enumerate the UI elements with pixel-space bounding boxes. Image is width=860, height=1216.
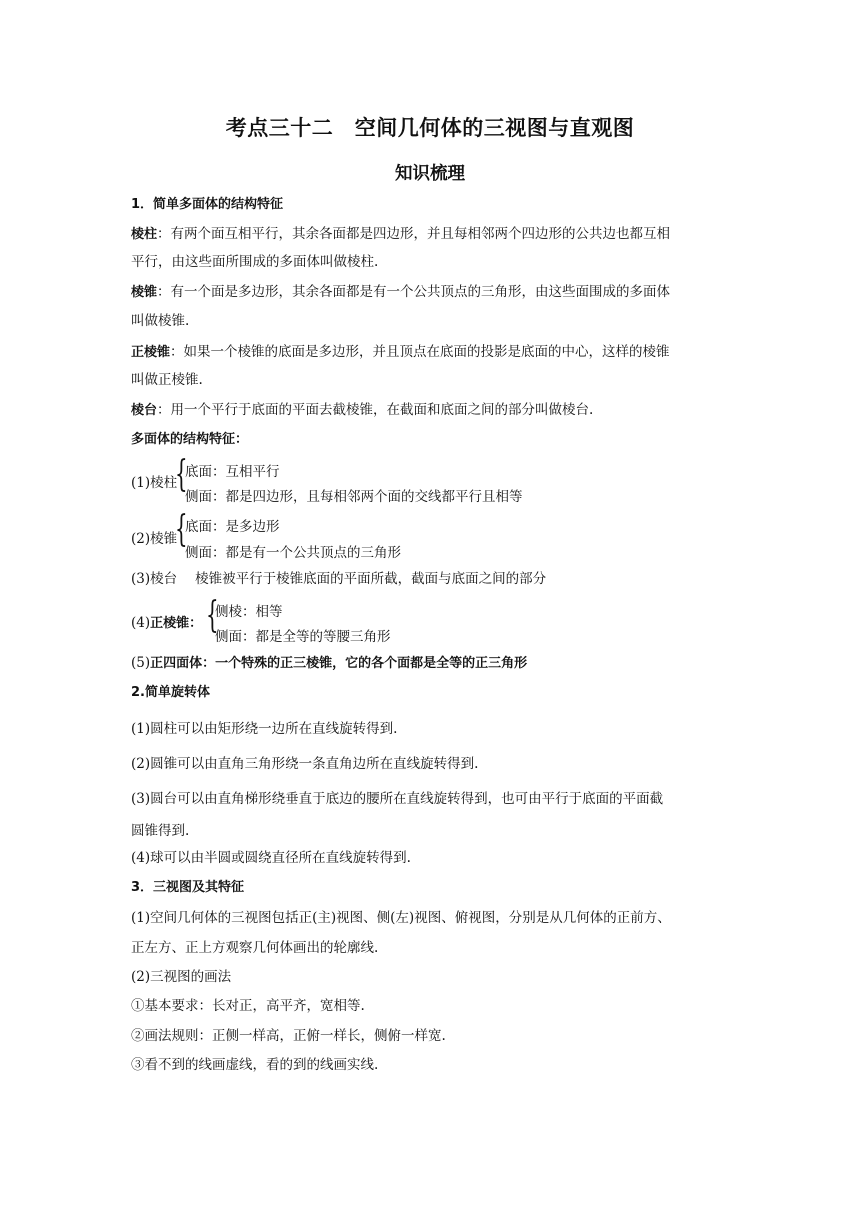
section-3-heading: 3．三视图及其特征 (131, 880, 245, 895)
views-line-5: ③看不到的线画虚线，看的到的线画实线. (131, 1057, 379, 1073)
regular-pyramid-text: ：如果一个棱锥的底面是多边形，并且顶点在底面的投影是底面的中心，这样的棱锥 (170, 344, 670, 360)
pyramid-term: 棱锥 (131, 285, 158, 300)
feature-prism-label: (1)棱柱 (131, 475, 178, 491)
feature-regular-pyramid-num: (4) (131, 615, 151, 631)
brace-icon: { (175, 454, 188, 495)
feature-frustum-text: 棱锥被平行于棱锥底面的平面所截，截面与底面之间的部分 (195, 571, 547, 587)
feature-frustum-label: (3)棱台 (131, 571, 178, 587)
frustum-term: 棱台 (131, 403, 158, 418)
feature-prism-base: 底面：互相平行 (185, 464, 280, 480)
views-line-1a: (1)空间几何体的三视图包括正(主)视图、侧(左)视图、俯视图，分别是从几何体的正前方、 (131, 910, 671, 926)
regular-pyramid-term: 正棱锥 (131, 345, 171, 360)
section-subtitle: 知识梳理 (395, 164, 465, 184)
feature-pyramid-label: (2)棱锥 (131, 531, 178, 547)
regular-pyramid-line-2: 叫做正棱锥. (131, 372, 203, 388)
views-line-4: ②画法规则：正侧一样高，正俯一样长，侧俯一样宽. (131, 1028, 446, 1044)
rotation-frustum-line-2: 圆锥得到. (131, 823, 190, 839)
pyramid-text: ：有一个面是多边形，其余各面都是有一个公共顶点的三角形，由这些面围成的多面体 (157, 284, 671, 300)
section-2-heading: 2.简单旋转体 (131, 685, 210, 700)
feature-prism-side: 侧面：都是四边形，且每相邻两个面的交线都平行且相等 (185, 489, 523, 505)
feature-tetrahedron-num: (5) (131, 655, 151, 671)
brace-icon: { (175, 509, 188, 550)
features-heading: 多面体的结构特征： (131, 432, 249, 447)
section-1-heading: 1．简单多面体的结构特征 (131, 197, 284, 212)
views-line-2: (2)三视图的画法 (131, 969, 232, 985)
feature-regular-pyramid-side: 侧面：都是全等的等腰三角形 (215, 629, 391, 645)
feature-tetrahedron-text: 正四面体：一个特殊的正三棱锥，它的各个面都是全等的正三角形 (150, 656, 528, 671)
rotation-sphere: (4)球可以由半圆或圆绕直径所在直线旋转得到. (131, 850, 411, 866)
brace-icon: { (206, 595, 219, 636)
views-line-3: ①基本要求：长对正，高平齐，宽相等. (131, 998, 365, 1014)
feature-pyramid-base: 底面：是多边形 (185, 519, 280, 535)
feature-regular-pyramid-term: 正棱锥： (150, 616, 203, 631)
rotation-cone: (2)圆锥可以由直角三角形绕一条直角边所在直线旋转得到. (131, 756, 479, 772)
prism-term: 棱柱 (131, 227, 158, 242)
views-line-1b: 正左方、正上方观察几何体画出的轮廓线. (131, 940, 379, 956)
prism-definition-line-1 (131, 225, 670, 244)
pyramid-definition-line-1 (131, 283, 670, 302)
pyramid-definition-line-2: 叫做棱锥. (131, 313, 190, 329)
feature-pyramid-side: 侧面：都是有一个公共顶点的三角形 (185, 545, 401, 561)
page-title: 考点三十二 空间几何体的三视图与直观图 (225, 116, 635, 140)
feature-frustum (131, 570, 546, 588)
frustum-text: ：用一个平行于底面的平面去截棱锥，在截面和底面之间的部分叫做棱台. (157, 402, 594, 418)
feature-regular-pyramid-label (131, 612, 202, 631)
prism-definition-line-2: 平行，由这些面所围成的多面体叫做棱柱. (131, 254, 379, 270)
rotation-cylinder: (1)圆柱可以由矩形绕一边所在直线旋转得到. (131, 721, 398, 737)
rotation-frustum-line-1: (3)圆台可以由直角梯形绕垂直于底边的腰所在直线旋转得到，也可由平行于底面的平面截 (131, 791, 664, 807)
frustum-definition (131, 401, 593, 420)
feature-regular-tetrahedron (131, 654, 527, 673)
feature-regular-pyramid-edge: 侧棱：相等 (215, 604, 283, 620)
prism-text: ：有两个面互相平行，其余各面都是四边形，并且每相邻两个四边形的公共边也都互相 (157, 226, 671, 242)
regular-pyramid-line-1 (131, 343, 670, 362)
